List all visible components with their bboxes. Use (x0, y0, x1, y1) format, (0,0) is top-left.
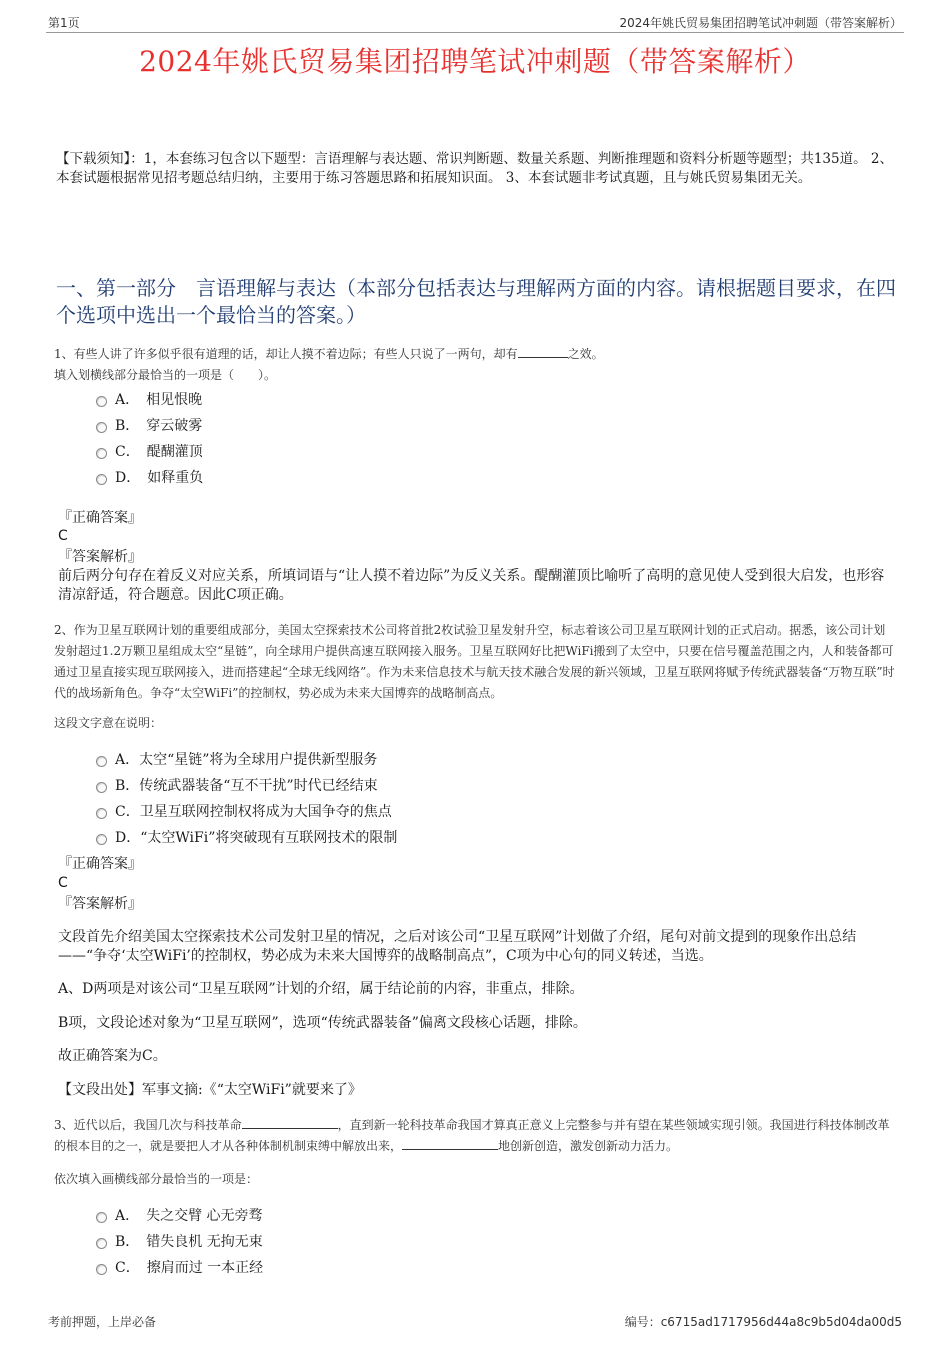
radio-icon[interactable] (96, 448, 107, 459)
q3-option-a-label: A． 失之交臂 心无旁骛 (115, 1208, 263, 1224)
q1-option-b-label: B． 穿云破雾 (115, 418, 203, 434)
footer-slogan: 考前押题，上岸必备 (48, 1315, 157, 1329)
question-3-stem (54, 1115, 896, 1157)
page-number: 第1页 (48, 16, 80, 30)
q3-option-b-label: B． 错失良机 无拘无束 (115, 1234, 263, 1250)
q3-blank-1 (242, 1128, 338, 1129)
q2-analysis-label: 『答案解析』 (58, 896, 142, 912)
running-header: 2024年姚氏贸易集团招聘笔试冲刺题（带答案解析） (619, 16, 902, 30)
q1-stem-b: 之效。 (567, 347, 604, 361)
radio-icon[interactable] (96, 1238, 107, 1249)
q1-blank (518, 357, 568, 358)
radio-icon[interactable] (96, 396, 107, 407)
q2-option-d[interactable] (96, 827, 397, 847)
radio-icon[interactable] (96, 1264, 107, 1275)
q2-analysis-1: 文段首先介绍美国太空探索技术公司发射卫星的情况，之后对该公司“卫星互联网”计划做了介绍，尾句对前文提到的现象作出总结——“争夺‘太空WiFi’的控制权，势必成为未来大国博弈的战略制高点”，C项为中心句的同义转述，当选。 (58, 929, 857, 964)
q1-stem-a: 1、有些人讲了许多似乎很有道理的话，却让人摸不着边际；有些人只说了一两句，却有 (54, 347, 518, 361)
question-3-prompt: 依次填入画横线部分最恰当的一项是： (54, 1172, 259, 1186)
download-notice: 【下载须知】：1，本套练习包含以下题型：言语理解与表达题、常识判断题、数量关系题、判断推理题和资料分析题等题型；共135道。 2、本套试题根据常见招考题总结归纳，主要用于练习答题思路和拓展知识面。 3、本套试题非考试真题，且与姚氏贸易集团无关。 (56, 151, 893, 186)
q2-option-a-label: A．太空“星链”将为全球用户提供新型服务 (115, 752, 378, 768)
q1-answer-label: 『正确答案』 (58, 510, 142, 526)
q3-option-c-label: C． 擦肩而过 一本正经 (115, 1260, 264, 1276)
q1-option-d[interactable] (96, 467, 203, 487)
q1-analysis: 前后两分句存在着反义对应关系，所填词语与“让人摸不着边际”为反义关系。醍醐灌顶比喻听了高明的意见使人受到很大启发，也形容清凉舒适，符合题意。因此C项正确。 (58, 568, 885, 603)
footer-document-id: 编号：c6715ad1717956d44a8c9b5d04da00d5 (624, 1315, 902, 1329)
q2-source: 【文段出处】军事文摘:《“太空WiFi”就要来了》 (58, 1082, 362, 1098)
question-2-prompt: 这段文字意在说明： (54, 716, 163, 730)
q3-stem-c: 地创新创造，激发创新动力活力。 (498, 1139, 679, 1153)
q2-analysis-4: 故正确答案为C。 (58, 1048, 167, 1064)
question-1-stem (54, 344, 896, 365)
q2-option-b[interactable] (96, 775, 378, 795)
q2-analysis-2: A、D两项是对该公司“卫星互联网”计划的介绍，属于结论前的内容，非重点，排除。 (58, 981, 584, 997)
q3-blank-2 (402, 1149, 498, 1150)
q1-option-a[interactable] (96, 389, 202, 409)
radio-icon[interactable] (96, 834, 107, 845)
section-heading: 一、第一部分 言语理解与表达（本部分包括表达与理解两方面的内容。请根据题目要求，在四个选项中选出一个最恰当的答案。） (56, 276, 896, 327)
q2-answer-label: 『正确答案』 (58, 856, 142, 872)
q2-analysis-3: B项，文段论述对象为“卫星互联网”，选项“传统武器装备”偏离文段核心话题，排除。 (58, 1015, 587, 1031)
radio-icon[interactable] (96, 474, 107, 485)
radio-icon[interactable] (96, 422, 107, 433)
question-2-stem: 2、作为卫星互联网计划的重要组成部分，美国太空探索技术公司将首批2枚试验卫星发射升空，标志着该公司卫星互联网计划的正式启动。据悉，该公司计划发射超过1.2万颗卫星组成太空“星链”，向全球用户提供高速互联网接入服务。卫星互联网好比把WiFi搬到了太空中，只要在信号覆盖范围之内，人和装备都可通过卫星直接实现互联网接入，进而搭建起“全球无线网络”。作为未来信息技术与航天技术融合发展的新兴领域，卫星互联网将赋予传统武器装备“万物互联”时代的战场新角色。争夺“太空WiFi”的控制权，势必成为未来大国博弈的战略制高点。 (54, 623, 895, 700)
q2-option-c-label: C．卫星互联网控制权将成为大国争夺的焦点 (115, 804, 392, 820)
q2-option-d-label: D．“太空WiFi”将突破现有互联网技术的限制 (115, 830, 398, 846)
document-title: 2024年姚氏贸易集团招聘笔试冲刺题（带答案解析） (139, 45, 811, 78)
q3-stem-b: ，直到新一轮科技革命我国才算真正意义上完整参与并有望在某些领域实现引领。我国进行科技体制改革的根本目的之一，就是要把人才从各种体制机制束缚中解放出来， (54, 1118, 890, 1153)
q1-answer: C (58, 528, 68, 544)
q1-option-c-label: C． 醍醐灌顶 (115, 444, 203, 460)
q2-answer: C (58, 875, 68, 891)
q3-option-a[interactable] (96, 1205, 263, 1225)
header-divider (46, 32, 904, 33)
q1-option-d-label: D． 如释重负 (115, 470, 204, 486)
question-1-prompt: 填入划横线部分最恰当的一项是（ ）。 (54, 368, 277, 382)
q1-option-a-label: A． 相见恨晚 (115, 392, 203, 408)
q1-analysis-label: 『答案解析』 (58, 549, 142, 565)
q3-option-b[interactable] (96, 1231, 263, 1251)
radio-icon[interactable] (96, 756, 107, 767)
radio-icon[interactable] (96, 1212, 107, 1223)
q1-option-c[interactable] (96, 441, 203, 461)
q2-option-b-label: B．传统武器装备“互不干扰”时代已经结束 (115, 778, 378, 794)
radio-icon[interactable] (96, 808, 107, 819)
q3-stem-a: 3、近代以后，我国几次与科技革命 (54, 1118, 242, 1132)
q1-option-b[interactable] (96, 415, 202, 435)
q2-option-c[interactable] (96, 801, 392, 821)
q3-option-c[interactable] (96, 1257, 263, 1277)
radio-icon[interactable] (96, 782, 107, 793)
q2-option-a[interactable] (96, 749, 377, 769)
